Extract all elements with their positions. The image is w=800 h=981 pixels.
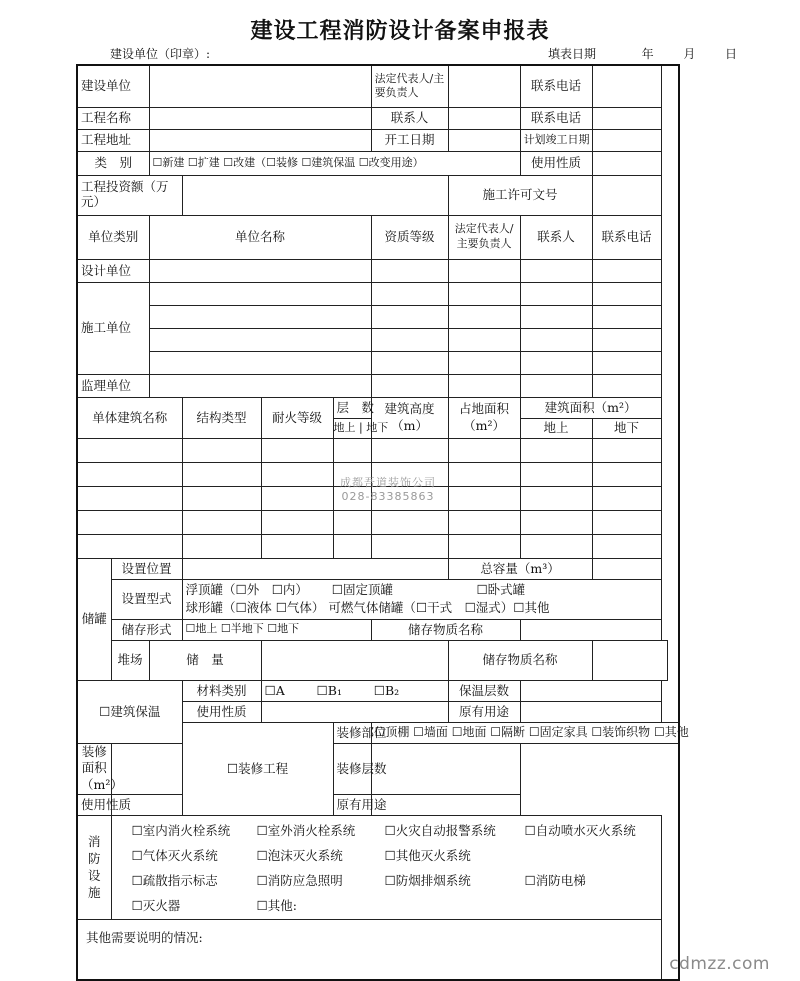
decoration-parts-label: 装修部位 (333, 722, 371, 743)
material-name-field[interactable] (520, 619, 661, 640)
footprint-header: 占地面积（m²） (448, 397, 520, 438)
cell[interactable] (77, 486, 182, 510)
design-unit-qual[interactable] (371, 259, 448, 282)
insulation-orig-use-label: 原有用途 (448, 701, 520, 722)
design-unit-phone[interactable] (592, 259, 661, 282)
material-type-label: 材料类别 (182, 680, 261, 701)
insulation-use-label: 使用性质 (182, 701, 261, 722)
decoration-layers-field[interactable] (371, 743, 520, 795)
decoration-orig-use-label: 原有用途 (333, 795, 371, 816)
option-a[interactable]: ☐A (264, 682, 285, 698)
reserve-field[interactable] (261, 640, 448, 680)
floors-below: 地下 (366, 420, 389, 434)
option-b2[interactable]: ☐B₂ (373, 682, 400, 698)
legal-rep-header: 法定代表人/主要负责人 (448, 215, 520, 259)
cell[interactable] (182, 438, 261, 462)
phone-label: 联系电话 (520, 65, 592, 107)
cell[interactable] (520, 438, 592, 462)
decoration-use-label: 使用性质 (77, 795, 111, 816)
legal-rep-label: 法定代表人/主要负责人 (371, 65, 448, 107)
cell[interactable] (371, 510, 448, 534)
cell[interactable] (448, 374, 520, 397)
tank-label: 储罐 (77, 558, 111, 680)
cell[interactable] (448, 462, 520, 486)
cell[interactable] (371, 534, 448, 558)
decoration-orig-use-field[interactable] (371, 795, 520, 816)
project-name-field[interactable] (149, 107, 371, 129)
cell[interactable] (261, 438, 333, 462)
phone-field-2[interactable] (592, 107, 661, 129)
fire-elevator-option[interactable]: ☐消防电梯 (524, 872, 586, 888)
indoor-hydrant-option[interactable]: ☐室内消火栓系统 (131, 822, 231, 838)
watermark-phone: 028-83385863 (341, 489, 435, 503)
area-below-header: 地下 (592, 418, 661, 438)
cell[interactable] (371, 438, 448, 462)
cell[interactable] (371, 305, 448, 328)
use-nature-field[interactable] (592, 151, 661, 175)
cell[interactable] (592, 282, 661, 305)
contact-field[interactable] (448, 107, 520, 129)
cell[interactable] (592, 374, 661, 397)
project-addr-field[interactable] (149, 129, 371, 151)
decoration-area-label: 装修面积（m²） (77, 743, 111, 795)
material-name-label: 储存物质名称 (371, 619, 520, 640)
sprinkler-option[interactable]: ☐自动喷水灭火系统 (524, 822, 636, 838)
cell[interactable] (448, 438, 520, 462)
fill-date-label (548, 45, 737, 62)
start-date-label: 开工日期 (371, 129, 448, 151)
foam-extinguish-option[interactable]: ☐泡沫灭火系统 (256, 847, 343, 863)
cell[interactable] (77, 510, 182, 534)
cell[interactable] (371, 374, 448, 397)
cell[interactable] (592, 534, 661, 558)
cell[interactable] (182, 486, 261, 510)
phone-label-2: 联系电话 (520, 107, 592, 129)
total-capacity-label: 总容量（m³） (448, 558, 592, 579)
form-title: 建设工程消防设计备案申报表 (250, 19, 550, 44)
decoration-layers-label: 装修层数 (333, 743, 371, 795)
facilities-row-4 (132, 893, 658, 918)
insulation-orig-use-field[interactable] (520, 701, 661, 722)
horizontal-tank-option[interactable]: ☐卧式罐 (476, 581, 526, 597)
cell[interactable] (182, 510, 261, 534)
location-label: 设置位置 (111, 558, 182, 579)
fixed-roof-option[interactable]: ☐固定顶罐 (331, 581, 393, 597)
design-unit-name[interactable] (149, 259, 371, 282)
cell[interactable] (592, 438, 661, 462)
cell[interactable] (448, 486, 520, 510)
cell[interactable] (448, 282, 520, 305)
project-name-label: 工程名称 (77, 107, 149, 129)
contact-header: 联系人 (520, 215, 592, 259)
decoration-checkbox[interactable]: ☐装修工程 (182, 722, 333, 816)
evac-sign-option[interactable]: ☐疏散指示标志 (131, 872, 218, 888)
cell[interactable] (520, 328, 592, 351)
cell[interactable] (592, 305, 661, 328)
construction-unit-name-2[interactable] (149, 305, 371, 328)
cell[interactable] (520, 305, 592, 328)
decoration-parts-options[interactable]: ☐顶棚 ☐墙面 ☐地面 ☐隔断 ☐固定家具 ☐装饰织物 ☐其他 (371, 722, 679, 743)
floors-above: 地上 (333, 420, 356, 434)
cell[interactable] (77, 462, 182, 486)
reserve-label: 储 量 (149, 640, 261, 680)
smoke-exhaust-option[interactable]: ☐防烟排烟系统 (384, 872, 471, 888)
cell[interactable] (520, 486, 592, 510)
day-label: 日 (725, 47, 738, 61)
cell[interactable] (592, 486, 661, 510)
cell[interactable] (333, 510, 371, 534)
storage-form-label: 储存形式 (111, 619, 182, 640)
finish-date-label: 计划竣工日期 (520, 129, 592, 151)
area-header: 建筑面积（m²） (520, 397, 661, 418)
category-label: 类 别 (77, 151, 149, 175)
phone-field[interactable] (592, 65, 661, 107)
watermark (318, 476, 458, 504)
construction-unit-label: 施工单位 (77, 282, 149, 374)
floors-above-below: 地上 | 地下 (333, 418, 371, 438)
option-b1[interactable]: ☐B₁ (316, 682, 342, 698)
site-brand: cdmzz.com (669, 954, 770, 974)
total-capacity-field[interactable] (592, 558, 661, 579)
cell[interactable] (182, 534, 261, 558)
construction-unit-name-1[interactable] (149, 282, 371, 305)
cell[interactable] (371, 282, 448, 305)
extinguisher-option[interactable]: ☐灭火器 (131, 897, 181, 913)
cell[interactable] (520, 462, 592, 486)
yard-label: 堆场 (111, 640, 149, 680)
year-label: 年 (641, 47, 654, 61)
install-type-options[interactable] (182, 579, 661, 619)
qualification-header: 资质等级 (371, 215, 448, 259)
build-unit-seal-label: 建设单位（印章）: (110, 47, 211, 61)
cell[interactable] (592, 510, 661, 534)
supervision-unit-label: 监理单位 (77, 374, 149, 397)
build-unit-field[interactable] (149, 65, 371, 107)
contact-label: 联系人 (371, 107, 448, 129)
phone-header: 联系电话 (592, 215, 661, 259)
use-nature-label: 使用性质 (520, 151, 592, 175)
insulation-layers-field[interactable] (520, 680, 661, 701)
start-date-field[interactable] (448, 129, 520, 151)
investment-label: 工程投资额（万元） (77, 175, 182, 215)
build-unit-label: 建设单位 (77, 65, 149, 107)
cell[interactable] (333, 438, 371, 462)
area-above-header: 地上 (520, 418, 592, 438)
cell[interactable] (77, 534, 182, 558)
cell[interactable] (592, 328, 661, 351)
facilities-row-2 (132, 843, 658, 868)
construction-unit-name-4[interactable] (149, 351, 371, 374)
project-addr-label: 工程地址 (77, 129, 149, 151)
building-name-header: 单体建筑名称 (77, 397, 182, 438)
other-facility-option[interactable]: ☐其他: (256, 897, 297, 913)
cell[interactable] (261, 510, 333, 534)
gas-extinguish-option[interactable]: ☐气体灭火系统 (131, 847, 218, 863)
emergency-light-option[interactable]: ☐消防应急照明 (256, 872, 343, 888)
facilities-row-3 (132, 868, 658, 893)
facilities-label: 消防设施 (77, 816, 111, 920)
cell[interactable] (371, 328, 448, 351)
filing-form-table (76, 64, 689, 981)
decoration-use-field[interactable] (111, 795, 300, 816)
construction-unit-name-3[interactable] (149, 328, 371, 351)
cell[interactable] (182, 462, 261, 486)
cell[interactable] (448, 510, 520, 534)
cell[interactable] (520, 534, 592, 558)
yard-material-label: 储存物质名称 (448, 640, 592, 680)
insulation-layers-label: 保温层数 (448, 680, 520, 701)
height-header: 建筑高度（m） (371, 397, 448, 438)
facilities-row-1 (132, 818, 658, 843)
cell[interactable] (520, 374, 592, 397)
location-field[interactable] (182, 558, 448, 579)
fire-rating-header: 耐火等级 (261, 397, 333, 438)
design-unit-contact[interactable] (520, 259, 592, 282)
supervision-unit-name[interactable] (149, 374, 371, 397)
other-notes-field[interactable]: 其他需要说明的情况: (77, 920, 661, 980)
structure-header: 结构类型 (182, 397, 261, 438)
cell[interactable] (77, 438, 182, 462)
unit-name-header: 单位名称 (149, 215, 371, 259)
cell[interactable] (448, 534, 520, 558)
legal-rep-field[interactable] (448, 65, 520, 107)
cell[interactable] (371, 351, 448, 374)
cell[interactable] (448, 351, 520, 374)
date-label: 填表日期 (548, 47, 597, 61)
other-extinguish-option[interactable]: ☐其他灭火系统 (384, 847, 471, 863)
outdoor-hydrant-option[interactable]: ☐室外消火栓系统 (256, 822, 356, 838)
month-label: 月 (683, 47, 696, 61)
floating-roof-option[interactable]: 浮顶罐（☐外 ☐内） (185, 581, 308, 597)
gas-tank-option[interactable]: 可燃气体储罐（☐干式 ☐湿式）☐其他 (328, 600, 550, 615)
cell[interactable] (592, 351, 661, 374)
storage-form-options[interactable]: ☐地上 ☐半地下 ☐地下 (182, 619, 371, 640)
watermark-company: 成都吾道装饰公司 (340, 476, 436, 489)
permit-no-label: 施工许可文号 (448, 175, 592, 215)
design-unit-label: 设计单位 (77, 259, 149, 282)
cell[interactable] (520, 351, 592, 374)
cell[interactable] (448, 305, 520, 328)
facilities-options[interactable] (111, 816, 661, 920)
investment-field[interactable] (182, 175, 448, 215)
insulation-checkbox[interactable]: ☐建筑保温 (77, 680, 182, 743)
spherical-tank-option[interactable]: 球形罐（☐液体 ☐气体） (185, 600, 325, 615)
cell[interactable] (333, 534, 371, 558)
design-unit-rep[interactable] (448, 259, 520, 282)
unit-type-header: 单位类别 (77, 215, 149, 259)
floors-header: 层 数 (333, 397, 371, 418)
fire-alarm-option[interactable]: ☐火灾自动报警系统 (384, 822, 496, 838)
insulation-use-field[interactable] (261, 701, 448, 722)
cell[interactable] (592, 462, 661, 486)
finish-date-field[interactable] (592, 129, 661, 151)
cell[interactable] (520, 282, 592, 305)
cell[interactable] (261, 534, 333, 558)
category-options[interactable]: ☐新建 ☐扩建 ☐改建（☐装修 ☐建筑保温 ☐改变用途） (149, 151, 520, 175)
yard-material-field[interactable] (592, 640, 667, 680)
cell[interactable] (448, 328, 520, 351)
cell[interactable] (520, 510, 592, 534)
material-type-options[interactable] (261, 680, 448, 701)
permit-no-field[interactable] (592, 175, 661, 215)
install-type-label: 设置型式 (111, 579, 182, 619)
